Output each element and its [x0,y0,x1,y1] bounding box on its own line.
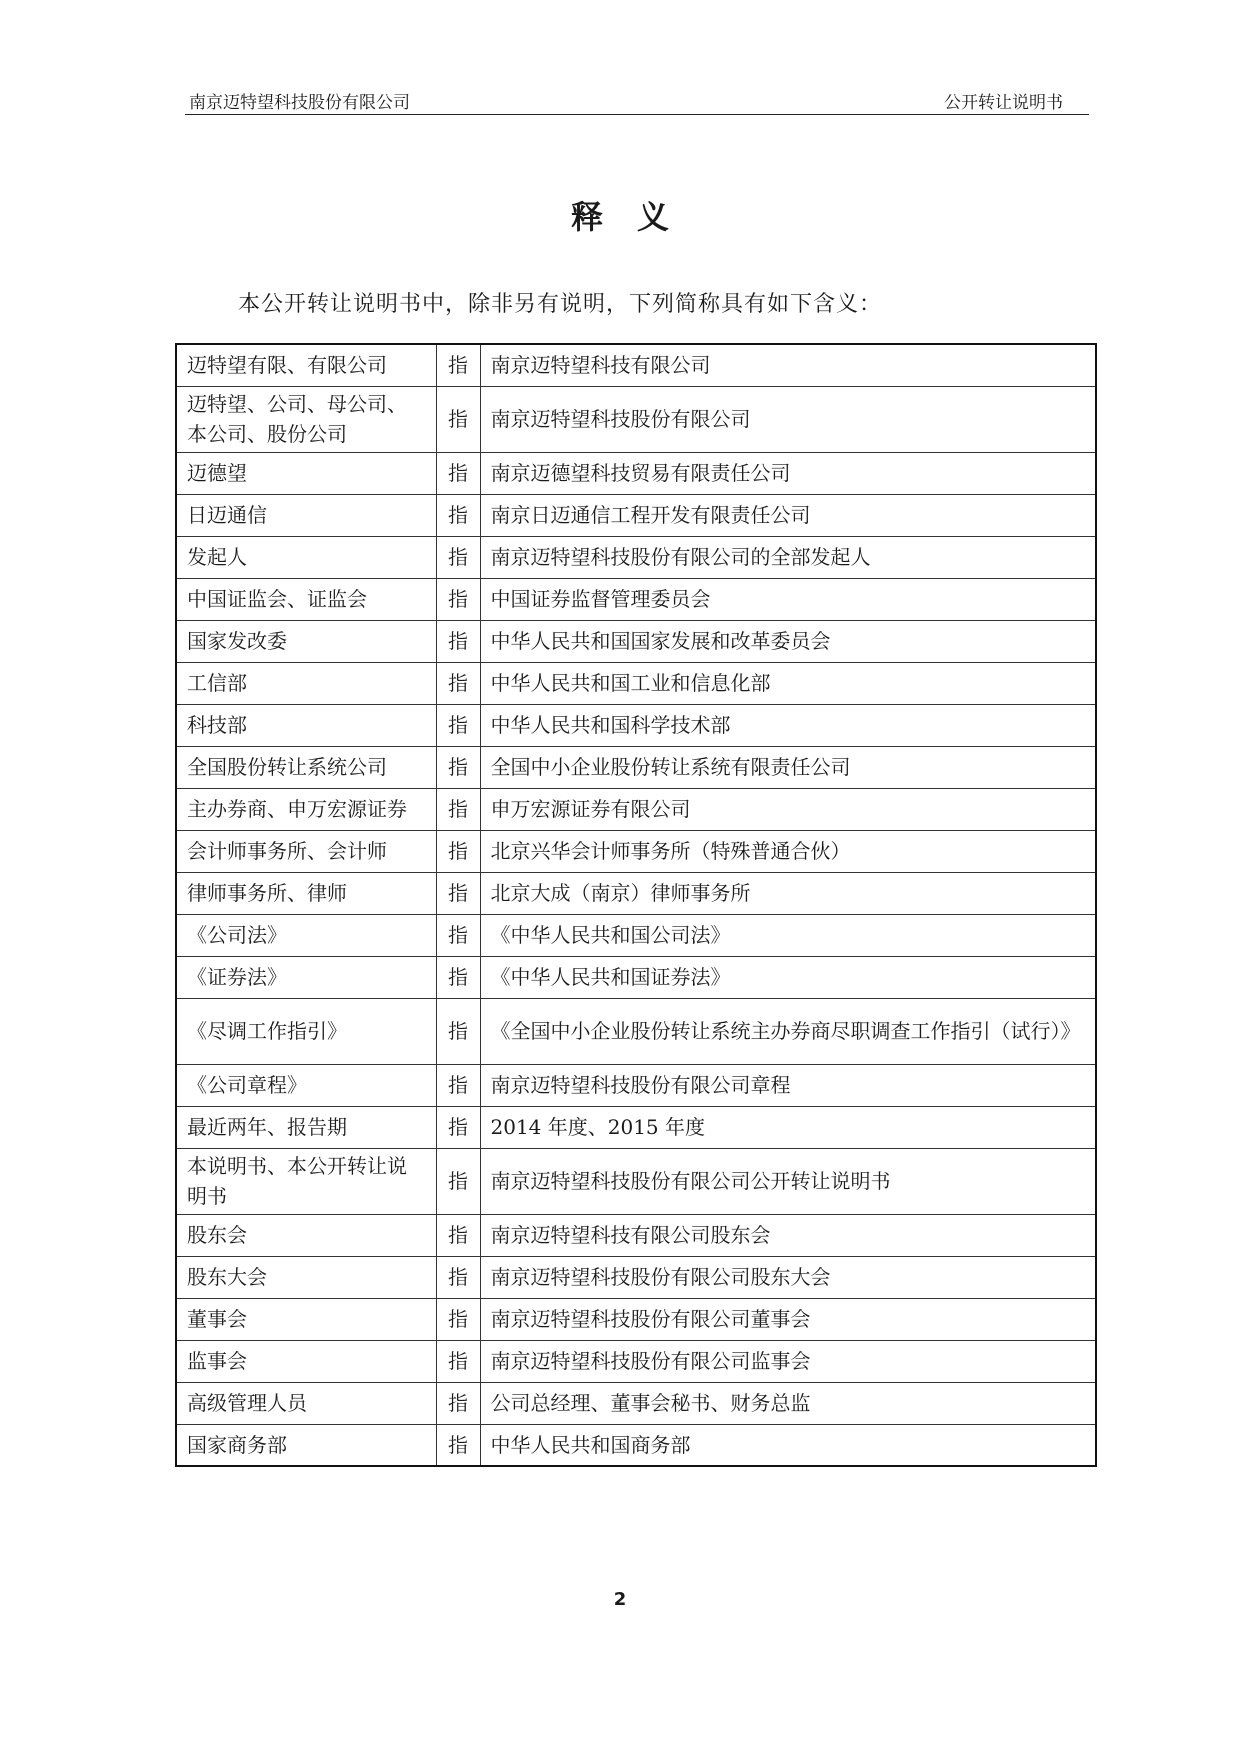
table-row [176,662,1096,704]
term-cell: 会计师事务所、会计师 [176,830,436,872]
definition-cell: 南京迈特望科技股份有限公司董事会 [480,1298,1096,1340]
table-row [176,998,1096,1064]
definition-cell: 中华人民共和国商务部 [480,1424,1096,1466]
table-row [176,1106,1096,1148]
table-row [176,386,1096,452]
table-row [176,1424,1096,1466]
title-part-2: 义 [637,198,670,236]
term-cell: 高级管理人员 [176,1382,436,1424]
table-row [176,1256,1096,1298]
title-part-1: 释 [570,198,603,236]
definition-cell: 中华人民共和国工业和信息化部 [480,662,1096,704]
term-cell: 最近两年、报告期 [176,1106,436,1148]
term-cell: 监事会 [176,1340,436,1382]
definition-cell: 南京日迈通信工程开发有限责任公司 [480,494,1096,536]
refers-cell: 指 [436,1424,480,1466]
refers-cell: 指 [436,1106,480,1148]
definition-cell: 南京迈特望科技股份有限公司章程 [480,1064,1096,1106]
table-row [176,578,1096,620]
term-cell: 国家商务部 [176,1424,436,1466]
refers-cell: 指 [436,452,480,494]
table-row [176,1298,1096,1340]
table-row [176,1382,1096,1424]
definition-cell: 南京迈特望科技股份有限公司股东大会 [480,1256,1096,1298]
definition-cell: 南京迈特望科技有限公司股东会 [480,1214,1096,1256]
table-row [176,1214,1096,1256]
definition-cell: 申万宏源证券有限公司 [480,788,1096,830]
term-cell: 科技部 [176,704,436,746]
definition-cell: 中华人民共和国科学技术部 [480,704,1096,746]
term-cell: 《尽调工作指引》 [176,998,436,1064]
term-cell: 股东大会 [176,1256,436,1298]
refers-cell: 指 [436,830,480,872]
refers-cell: 指 [436,1148,480,1214]
definition-cell: 南京迈特望科技股份有限公司监事会 [480,1340,1096,1382]
table-row [176,1340,1096,1382]
refers-cell: 指 [436,494,480,536]
table-row [176,746,1096,788]
table-row [176,1064,1096,1106]
table-row [176,1148,1096,1214]
definition-cell: 南京迈德望科技贸易有限责任公司 [480,452,1096,494]
term-cell: 主办券商、申万宏源证券 [176,788,436,830]
refers-cell: 指 [436,788,480,830]
definition-cell: 南京迈特望科技有限公司 [480,344,1096,386]
refers-cell: 指 [436,998,480,1064]
refers-cell: 指 [436,344,480,386]
term-cell: 《公司章程》 [176,1064,436,1106]
term-cell: 日迈通信 [176,494,436,536]
intro-paragraph: 本公开转让说明书中，除非另有说明，下列简称具有如下含义： [238,292,883,317]
term-cell: 《公司法》 [176,914,436,956]
refers-cell: 指 [436,1064,480,1106]
definition-cell: 公司总经理、董事会秘书、财务总监 [480,1382,1096,1424]
table-row [176,956,1096,998]
term-cell: 发起人 [176,536,436,578]
definitions-table [175,343,1097,1467]
term-cell: 《证券法》 [176,956,436,998]
definition-cell: 南京迈特望科技股份有限公司公开转让说明书 [480,1148,1096,1214]
header-doc-type: 公开转让说明书 [944,93,1063,113]
term-cell: 董事会 [176,1298,436,1340]
refers-cell: 指 [436,1298,480,1340]
term-cell: 中国证监会、证监会 [176,578,436,620]
definition-cell: 《全国中小企业股份转让系统主办券商尽职调查工作指引（试行）》 [480,998,1096,1064]
refers-cell: 指 [436,746,480,788]
table-row [176,830,1096,872]
term-cell: 工信部 [176,662,436,704]
table-row [176,536,1096,578]
table-row [176,914,1096,956]
header-company: 南京迈特望科技股份有限公司 [189,93,410,113]
page-title [0,192,1240,238]
refers-cell: 指 [436,704,480,746]
page-number: 2 [613,1589,627,1610]
refers-cell: 指 [436,578,480,620]
definition-cell: 中华人民共和国国家发展和改革委员会 [480,620,1096,662]
table-row [176,452,1096,494]
definition-cell: 全国中小企业股份转让系统有限责任公司 [480,746,1096,788]
term-cell: 本说明书、本公开转让说明书 [176,1148,436,1214]
definition-cell: 《中华人民共和国证券法》 [480,956,1096,998]
term-cell: 迈特望有限、有限公司 [176,344,436,386]
definition-cell: 北京大成（南京）律师事务所 [480,872,1096,914]
refers-cell: 指 [436,662,480,704]
definition-cell: 南京迈特望科技股份有限公司的全部发起人 [480,536,1096,578]
refers-cell: 指 [436,1340,480,1382]
refers-cell: 指 [436,1256,480,1298]
definition-cell: 南京迈特望科技股份有限公司 [480,386,1096,452]
definition-cell: 《中华人民共和国公司法》 [480,914,1096,956]
refers-cell: 指 [436,620,480,662]
page-header [185,86,1089,115]
refers-cell: 指 [436,536,480,578]
table-row [176,704,1096,746]
table-row [176,494,1096,536]
refers-cell: 指 [436,386,480,452]
table-row [176,788,1096,830]
table-row [176,872,1096,914]
definition-cell: 2014 年度、2015 年度 [480,1106,1096,1148]
term-cell: 律师事务所、律师 [176,872,436,914]
refers-cell: 指 [436,914,480,956]
refers-cell: 指 [436,956,480,998]
table-row [176,620,1096,662]
term-cell: 迈德望 [176,452,436,494]
term-cell: 股东会 [176,1214,436,1256]
refers-cell: 指 [436,872,480,914]
definition-cell: 北京兴华会计师事务所（特殊普通合伙） [480,830,1096,872]
refers-cell: 指 [436,1382,480,1424]
refers-cell: 指 [436,1214,480,1256]
term-cell: 全国股份转让系统公司 [176,746,436,788]
term-cell: 国家发改委 [176,620,436,662]
definition-cell: 中国证券监督管理委员会 [480,578,1096,620]
term-cell: 迈特望、公司、母公司、本公司、股份公司 [176,386,436,452]
table-row [176,344,1096,386]
